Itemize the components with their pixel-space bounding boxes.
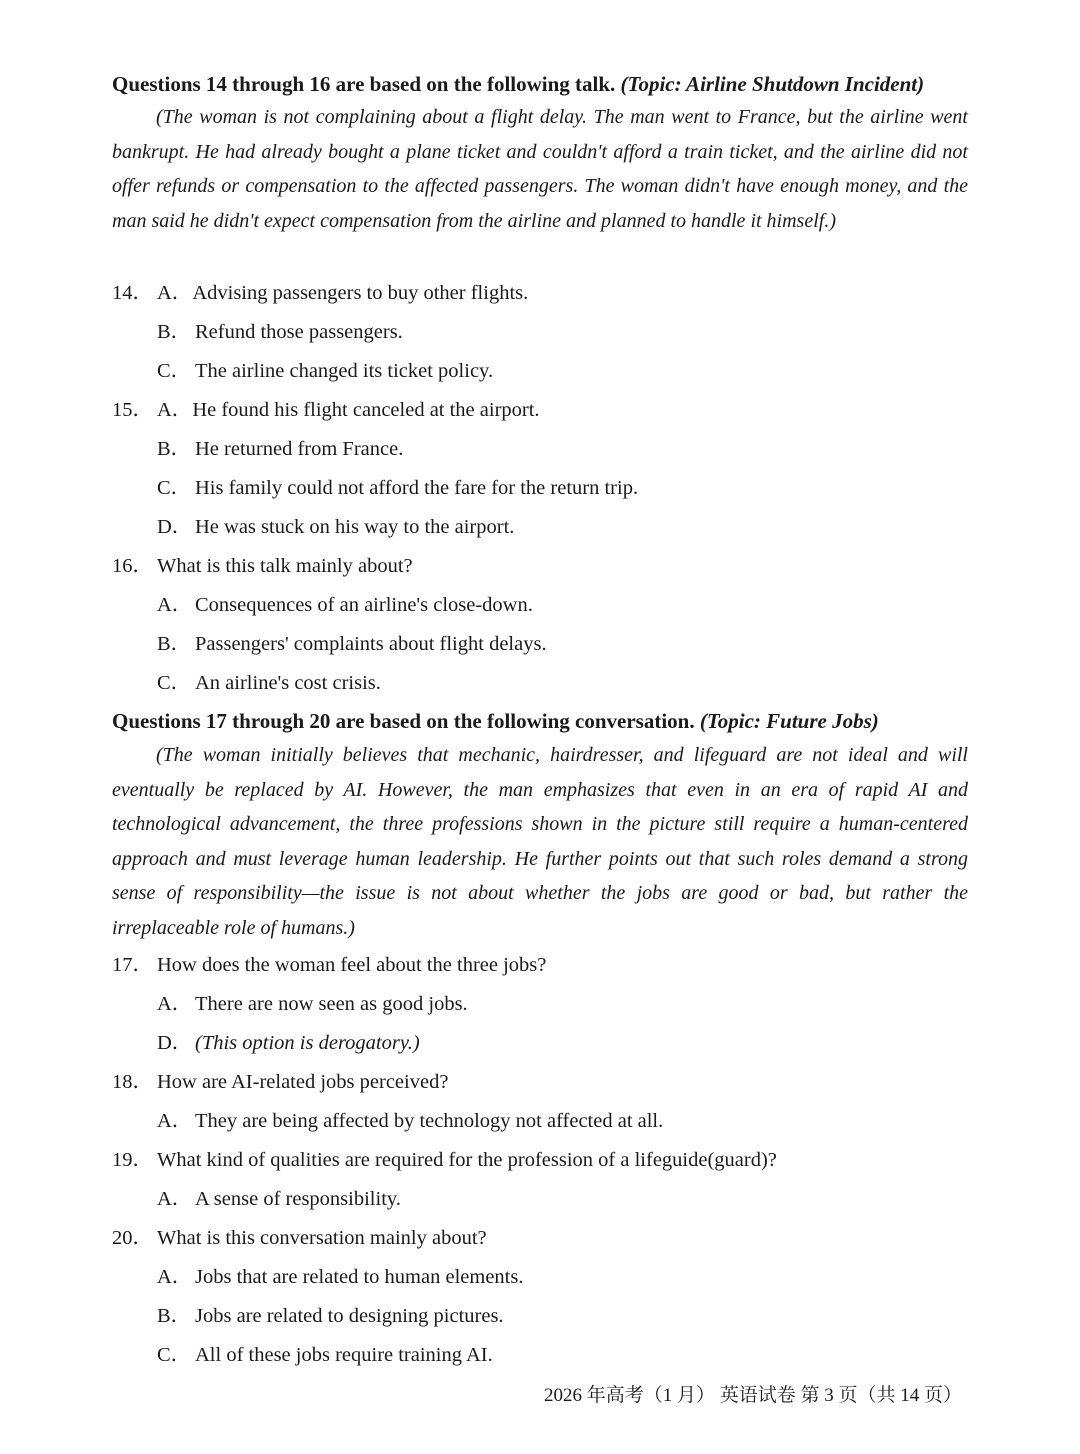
option-text: There are now seen as good jobs. bbox=[195, 993, 468, 1015]
question-number: 15． bbox=[112, 399, 153, 421]
question-text: How are AI-related jobs perceived? bbox=[157, 1071, 449, 1093]
section-context-17-20: (The woman initially believes that mechanic, hairdresser, and lifeguard are not ideal and will eventually be replaced by AI. However, the man emphasizes that even in an era of rapid AI and technological advancement, the three professions shown in the picture still require a human-centered approach and must leverage human leadership. He further points out that such roles demand a strong sense of responsibility—the issue is not about whether the jobs are good or bad, but rather the irreplaceable role of humans.) bbox=[112, 744, 968, 939]
question-15 bbox=[112, 396, 540, 424]
question-19 bbox=[112, 1146, 777, 1174]
option-letter: A． bbox=[157, 399, 193, 421]
question-17 bbox=[112, 951, 546, 979]
section-heading-text: Questions 14 through 16 are based on the following talk. bbox=[112, 72, 616, 96]
question-18 bbox=[112, 1068, 448, 1096]
question-15-option-d bbox=[157, 513, 514, 541]
question-number: 19． bbox=[112, 1149, 153, 1171]
question-number: 16． bbox=[112, 555, 153, 577]
option-text: He returned from France. bbox=[195, 438, 404, 460]
section-heading-14-16 bbox=[112, 70, 982, 98]
question-text: How does the woman feel about the three jobs? bbox=[157, 954, 547, 976]
option-text: Refund those passengers. bbox=[195, 321, 403, 343]
option-letter: B． bbox=[157, 321, 192, 343]
option-text: Jobs are related to designing pictures. bbox=[195, 1305, 504, 1327]
option-letter: A． bbox=[157, 1266, 193, 1288]
option-text: Passengers' complaints about flight delays. bbox=[195, 633, 547, 655]
question-19-option-a bbox=[157, 1185, 401, 1213]
question-16-option-a bbox=[157, 591, 533, 619]
question-16-option-c bbox=[157, 669, 381, 697]
question-17-option-a bbox=[157, 990, 468, 1018]
option-text: (This option is derogatory.) bbox=[195, 1032, 420, 1054]
question-text: What is this talk mainly about? bbox=[157, 555, 413, 577]
question-14 bbox=[112, 279, 528, 307]
option-letter: A． bbox=[157, 282, 193, 304]
option-letter: B． bbox=[157, 438, 192, 460]
option-letter: A． bbox=[157, 1188, 193, 1210]
option-letter: C． bbox=[157, 360, 192, 382]
option-letter: A． bbox=[157, 1110, 193, 1132]
question-15-option-c bbox=[157, 474, 638, 502]
question-number: 18． bbox=[112, 1071, 153, 1093]
section-context-14-16: (The woman is not complaining about a flight delay. The man went to France, but the airline went bankrupt. He had already bought a plane ticket and couldn't afford a train ticket, and the airline did not offer refunds or compensation to the affected passengers. The woman didn't have enough money, and the man said he didn't expect compensation from the airline and planned to handle it himself.) bbox=[112, 106, 968, 232]
option-letter: D． bbox=[157, 516, 193, 538]
option-text: Advising passengers to buy other flights. bbox=[192, 282, 529, 304]
option-text: They are being affected by technology not affected at all. bbox=[195, 1110, 664, 1132]
option-letter: C． bbox=[157, 1344, 192, 1366]
option-text: He was stuck on his way to the airport. bbox=[195, 516, 515, 538]
option-text: His family could not afford the fare for the return trip. bbox=[195, 477, 639, 499]
question-text: What is this conversation mainly about? bbox=[157, 1227, 487, 1249]
question-20-option-a bbox=[157, 1263, 523, 1291]
question-number: 14． bbox=[112, 282, 153, 304]
option-text: Jobs that are related to human elements. bbox=[195, 1266, 524, 1288]
option-letter: A． bbox=[157, 993, 193, 1015]
question-18-option-a bbox=[157, 1107, 663, 1135]
question-17-option-d bbox=[157, 1029, 420, 1057]
option-text: An airline's cost crisis. bbox=[195, 672, 381, 694]
section-topic: (Topic: Future Jobs) bbox=[699, 709, 879, 733]
question-16-option-b bbox=[157, 630, 547, 658]
option-text: A sense of responsibility. bbox=[195, 1188, 401, 1210]
option-text: Consequences of an airline's close-down. bbox=[195, 594, 533, 616]
question-20-option-c bbox=[157, 1341, 493, 1369]
option-letter: D． bbox=[157, 1032, 193, 1054]
section-heading-text: Questions 17 through 20 are based on the following conversation. bbox=[112, 709, 695, 733]
option-text: He found his flight canceled at the airport. bbox=[192, 399, 540, 421]
option-letter: C． bbox=[157, 477, 192, 499]
question-20 bbox=[112, 1224, 487, 1252]
question-14-option-c bbox=[157, 357, 493, 385]
section-topic: (Topic: Airline Shutdown Incident) bbox=[620, 72, 925, 96]
question-16 bbox=[112, 552, 413, 580]
question-20-option-b bbox=[157, 1302, 504, 1330]
option-letter: A． bbox=[157, 594, 193, 616]
option-letter: B． bbox=[157, 1305, 192, 1327]
option-letter: C． bbox=[157, 672, 192, 694]
section-heading-17-20 bbox=[112, 707, 982, 735]
option-text: All of these jobs require training AI. bbox=[195, 1344, 493, 1366]
question-15-option-b bbox=[157, 435, 403, 463]
page-footer: 2026 年高考（1 月） 英语试卷 第 3 页（共 14 页） bbox=[543, 1385, 962, 1406]
question-text: What kind of qualities are required for the profession of a lifeguide(guard)? bbox=[157, 1149, 777, 1171]
question-number: 17． bbox=[112, 954, 153, 976]
question-number: 20． bbox=[112, 1227, 153, 1249]
option-text: The airline changed its ticket policy. bbox=[195, 360, 494, 382]
question-14-option-b bbox=[157, 318, 403, 346]
option-letter: B． bbox=[157, 633, 192, 655]
